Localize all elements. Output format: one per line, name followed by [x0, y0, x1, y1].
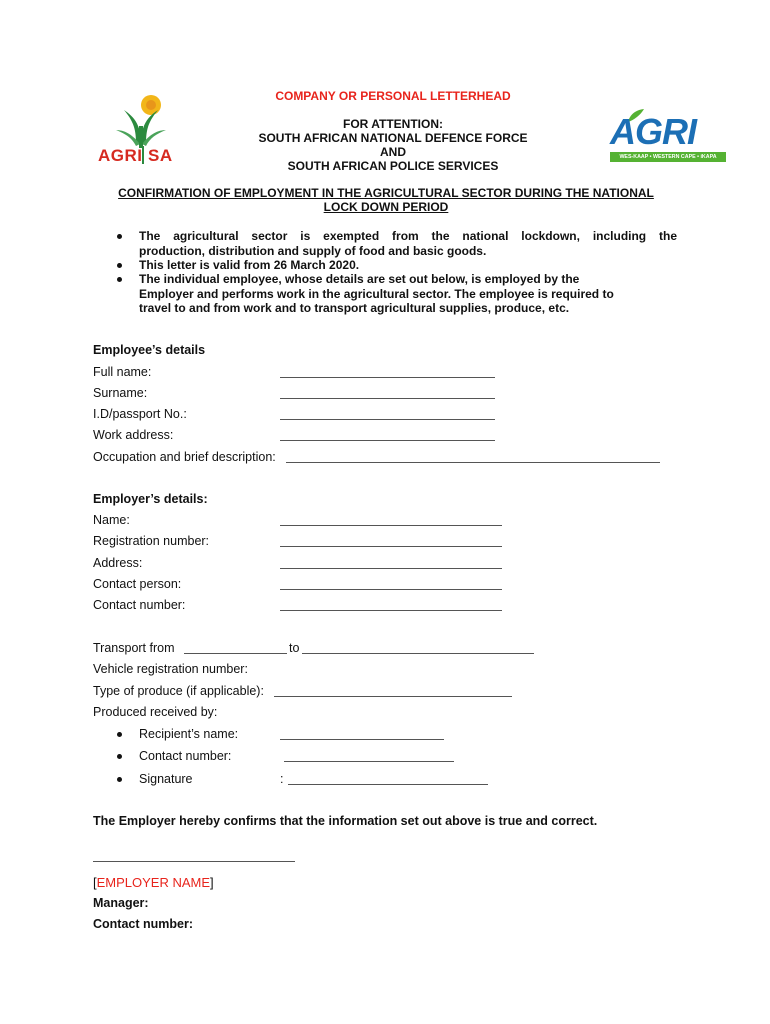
bullet-line: The individual employee, whose details are set out below, is employed by the: [139, 272, 580, 286]
work-address-label: Work address:: [93, 428, 174, 442]
bullet-dot: [117, 263, 122, 268]
signature-colon: :: [280, 772, 284, 786]
agri-western-cape-logo: [608, 108, 728, 164]
bullet-dot: [117, 732, 122, 737]
recipient-contact-number-field[interactable]: [284, 761, 454, 762]
agri-sa-logo: [96, 92, 186, 172]
bullet-dot: [117, 234, 122, 239]
employer-signature-line[interactable]: [93, 861, 295, 862]
bullet-line: The agricultural sector is exempted from the national lockdown, including the: [139, 229, 677, 243]
employer-name-placeholder: [EMPLOYER NAME]: [93, 875, 214, 890]
work-address-field[interactable]: [280, 440, 495, 441]
document-heading-line-2: LOCK DOWN PERIOD: [323, 200, 449, 214]
attention-line-saps: SOUTH AFRICAN POLICE SERVICES: [287, 159, 499, 173]
bullet-line: travel to and from work and to transport agricultural supplies, produce, etc.: [139, 301, 570, 315]
id-passport-field[interactable]: [280, 419, 495, 420]
contact-person-label: Contact person:: [93, 577, 182, 591]
letterhead-title: COMPANY OR PERSONAL LETTERHEAD: [275, 89, 511, 103]
attention-label: FOR ATTENTION:: [343, 117, 443, 131]
signoff-contact-number-label: Contact number:: [93, 917, 193, 931]
full-name-label: Full name:: [93, 365, 152, 379]
full-name-field[interactable]: [280, 377, 495, 378]
employer-address-label: Address:: [93, 556, 143, 570]
attention-line-sandf: SOUTH AFRICAN NATIONAL DEFENCE FORCE: [258, 131, 528, 145]
attention-line-and: AND: [380, 145, 406, 159]
confirmation-statement: The Employer hereby confirms that the information set out above is true and correct.: [93, 814, 598, 828]
occupation-label: Occupation and brief description:: [93, 450, 276, 464]
recipient-name-label: Recipient’s name:: [139, 727, 239, 741]
attention-block: [193, 117, 593, 173]
transport-from-label: Transport from: [93, 641, 175, 655]
manager-label: Manager:: [93, 896, 149, 910]
occupation-field[interactable]: [286, 462, 660, 463]
surname-field[interactable]: [280, 398, 495, 399]
produce-type-field[interactable]: [274, 696, 512, 697]
bullet-dot: [117, 277, 122, 282]
document-heading-line-1: CONFIRMATION OF EMPLOYMENT IN THE AGRICULTURAL SECTOR DURING THE NATIONAL: [118, 186, 654, 200]
bullet-dot: [117, 754, 122, 759]
bullet-item-exemption: [139, 229, 677, 258]
agri-wc-logo-word: AGRI: [610, 111, 696, 152]
employer-contact-number-label: Contact number:: [93, 598, 186, 612]
employer-name-field[interactable]: [280, 525, 502, 526]
registration-number-label: Registration number:: [93, 534, 210, 548]
agri-sa-logo-text-sa: SA: [148, 146, 173, 165]
document-heading: [88, 186, 684, 214]
employer-name-label: Name:: [93, 513, 130, 527]
bullet-line: production, distribution and supply of food and basic goods.: [139, 243, 487, 258]
bullet-dot: [117, 777, 122, 782]
contact-person-field[interactable]: [280, 589, 502, 590]
signature-field[interactable]: [288, 784, 488, 785]
recipient-contact-number-label: Contact number:: [139, 749, 232, 763]
vehicle-registration-label: Vehicle registration number:: [93, 662, 248, 676]
recipient-name-field[interactable]: [280, 739, 444, 740]
transport-to-field[interactable]: [302, 653, 534, 654]
agri-sa-divider: [142, 146, 144, 164]
registration-number-field[interactable]: [280, 546, 502, 547]
surname-label: Surname:: [93, 386, 148, 400]
employer-details-heading: Employer’s details:: [93, 492, 208, 506]
bullet-item-validity: [139, 258, 359, 273]
bullet-line: Employer and performs work in the agricultural sector. The employee is required to: [139, 286, 614, 301]
id-passport-label: I.D/passport No.:: [93, 407, 187, 421]
transport-from-field[interactable]: [184, 653, 287, 654]
employee-details-heading: Employee’s details: [93, 343, 206, 357]
employer-address-field[interactable]: [280, 568, 502, 569]
produce-type-label: Type of produce (if applicable):: [93, 684, 264, 698]
employer-contact-number-field[interactable]: [280, 610, 502, 611]
agri-wc-logo-tagline: WES-KAAP • WESTERN CAPE • iKAPA: [610, 152, 726, 162]
employer-name-text: EMPLOYER NAME: [96, 875, 211, 890]
signature-label: Signature: [139, 772, 193, 786]
bullet-item-employment: [139, 272, 614, 316]
produce-received-by-label: Produced received by:: [93, 705, 218, 719]
bullet-line: This letter is valid from 26 March 2020.: [139, 258, 360, 272]
agri-sa-logo-text-agri: AGRI: [98, 146, 143, 165]
transport-to-label: to: [289, 641, 300, 655]
